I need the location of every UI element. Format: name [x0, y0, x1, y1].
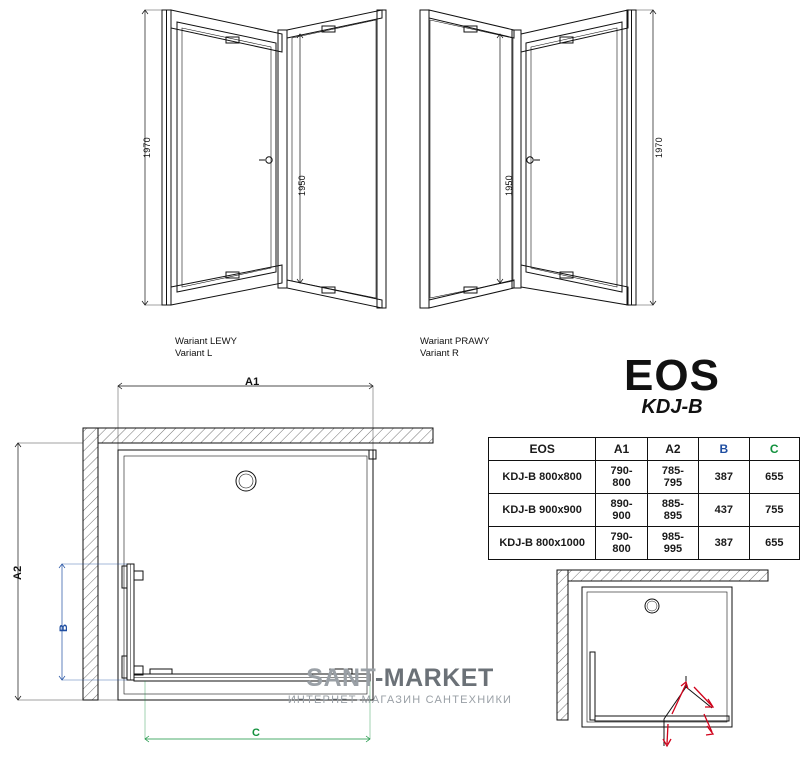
table-cell-a2: 785-795: [647, 461, 698, 494]
door-swing-diagram: [536, 556, 786, 756]
table-cell-name: KDJ-B 800x1000: [489, 527, 596, 560]
table-cell-b: 387: [699, 527, 749, 560]
plan-dim-a1-label: A1: [245, 376, 260, 388]
table-cell-a1: 790-800: [596, 461, 647, 494]
variant-right-caption-line1: Wariant PRAWY: [420, 336, 490, 347]
plan-view: [0, 366, 470, 768]
table-header-a2: A2: [647, 438, 698, 461]
spec-table: [488, 437, 800, 560]
table-cell-c: 755: [749, 494, 799, 527]
table-cell-a1: 790-800: [596, 527, 647, 560]
variant-left-caption: [175, 336, 237, 360]
table-header-b: B: [699, 438, 749, 461]
table-cell-a2: 985-995: [647, 527, 698, 560]
table-cell-a1: 890-900: [596, 494, 647, 527]
watermark-market: MARKET: [383, 664, 494, 692]
watermark-dash: -: [374, 664, 384, 692]
table-cell-b: 437: [699, 494, 749, 527]
watermark-subtitle: ИНТЕРНЕТ-МАГАЗИН САНТЕХНИКИ: [287, 694, 513, 706]
variant-left-caption-line1: Wariant LEWY: [175, 336, 237, 347]
variant-right-caption-line2: Variant R: [420, 348, 459, 359]
table-header-a1: A1: [596, 438, 647, 461]
table-row: [489, 494, 800, 527]
table-cell-c: 655: [749, 461, 799, 494]
plan-dim-c-label: C: [252, 727, 261, 739]
brand-name: EOS: [624, 351, 720, 400]
table-row: [489, 527, 800, 560]
variant-right-caption: [420, 336, 490, 360]
watermark-sant: SANT: [306, 664, 375, 692]
variant-left-caption-line2: Variant L: [175, 348, 213, 359]
table-cell-b: 387: [699, 461, 749, 494]
table-cell-name: KDJ-B 800x800: [489, 461, 596, 494]
variant-right-elevation: [408, 0, 668, 340]
table-header-eos: EOS: [489, 438, 596, 461]
table-row: [489, 461, 800, 494]
variant-left-elevation: [130, 0, 410, 340]
table-header-row: [489, 438, 800, 461]
table-cell-a2: 885-895: [647, 494, 698, 527]
brand-title-block: [572, 351, 772, 418]
brand-model: KDJ-B: [641, 396, 703, 418]
table-header-c: C: [749, 438, 799, 461]
table-cell-name: KDJ-B 900x900: [489, 494, 596, 527]
table-cell-c: 655: [749, 527, 799, 560]
